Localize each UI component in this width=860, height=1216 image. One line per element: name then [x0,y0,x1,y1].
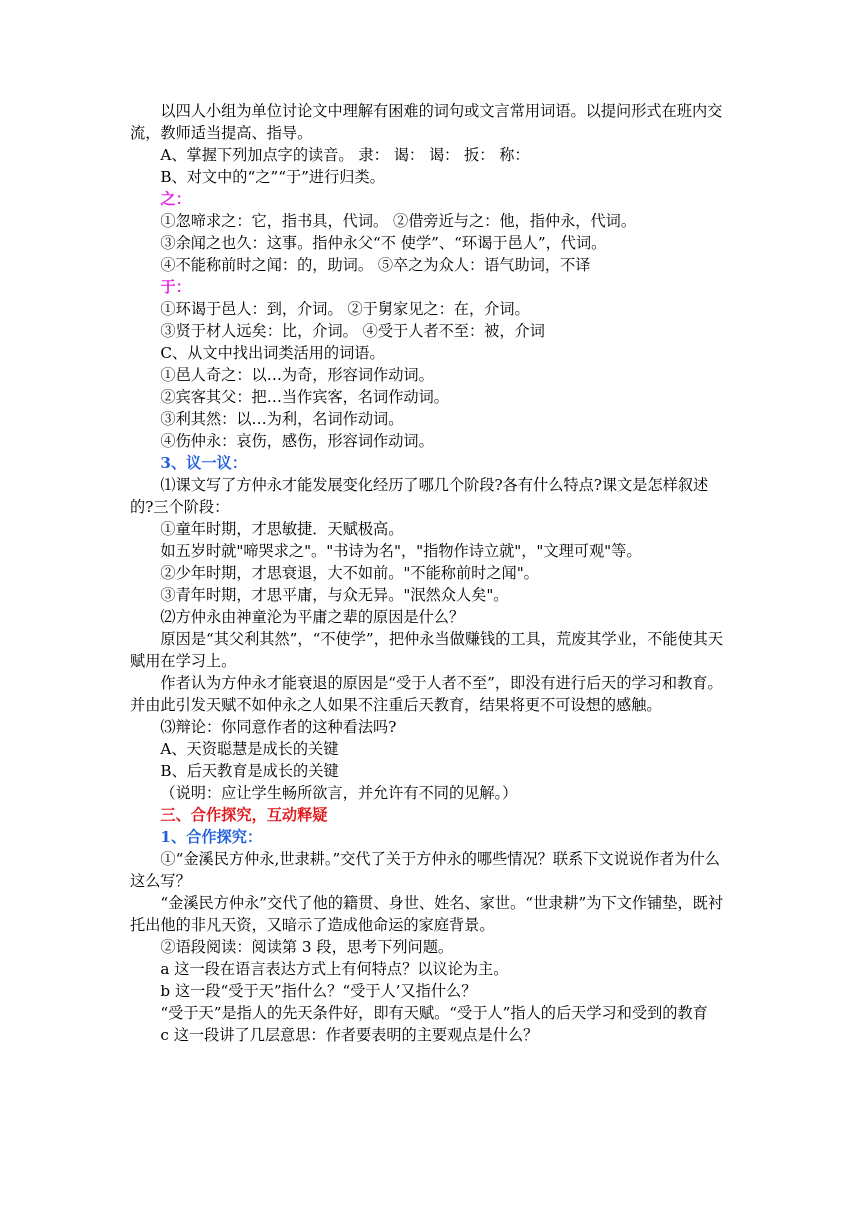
heading-cooperate: 1、合作探究： [160,828,263,846]
stage-2: ②少年时期，才思衰退，大不如前。"不能称前时之闻"。 [160,564,539,582]
debate-option-a: A、天资聪慧是成长的关键 [160,740,339,758]
debate-option-b: B、后天教育是成长的关键 [160,762,339,780]
cooperate-a1: “金溪民方仲永”交代了他的籍贯、身世、姓名、家世。“世隶耕”为下文作铺垫，既衬托出他的非凡天资，又暗示了造成他命运的家庭背景。 [130,894,724,934]
task-c: C、从文中找出词类活用的词语。 [160,344,385,362]
section-three-heading: 三、合作探究，互动释疑 [160,806,328,824]
cooperate-q1: ①“金溪民方仲永,世隶耕。”交代了关于方仲永的哪些情况？联系下文说说作者为什么这么写？ [130,850,720,890]
zhi-line-2: ③余闻之也久：这事。指仲永父“不 使学”、“环谒于邑人”，代词。 [160,234,607,252]
task-a: A、掌握下列加点字的读音。 隶： 谒： 谒： 扳： 称： [160,146,530,164]
debate-question: ⑶辩论：你同意作者的这种看法吗? [160,718,397,736]
discuss-q2: ⑵方仲永由神童沦为平庸之辈的原因是什么？ [160,608,465,626]
reading-q-c: c 这一段讲了几层意思：作者要表明的主要观点是什么？ [160,1026,539,1044]
stage-1-example: 如五岁时就"啼哭求之"。"书诗为名"，"指物作诗立就"，"文理可观"等。 [160,542,642,560]
reading-q-a: a 这一段在语言表达方式上有何特点？以议论为主。 [160,960,509,978]
heading-discuss: 3、议一议： [160,454,247,472]
document-body [130,100,730,1046]
reading-a-b: “受于天”是指人的先天条件好，即有天赋。“受于人”指人的后天学习和受到的教育 [160,1004,708,1022]
reason-paragraph: 原因是“其父利其然”，“不使学”，把仲永当做赚钱的工具，荒废其学业，不能使其天赋用在学习上。 [130,630,724,670]
discuss-q1: ⑴课文写了方仲永才能发展变化经历了哪几个阶段?各有什么特点?课文是怎样叙述的?三个阶段： [130,476,709,516]
reading-q-b: b 这一段“受于天”指什么？“受于人’又指什么？ [160,982,477,1000]
usage-1: ①邑人奇之：以…为奇，形容词作动词。 [160,366,434,384]
zhi-line-1: ①忽啼求之：它，指书具，代词。 ②借旁近与之：他，指仲永，代词。 [160,212,637,230]
usage-2: ②宾客其父：把…当作宾客，名词作动词。 [160,388,449,406]
reading-task: ②语段阅读：阅读第 3 段，思考下列问题。 [160,938,454,956]
stage-1: ①童年时期，才思敏捷．天赋极高。 [160,520,404,538]
author-view-paragraph: 作者认为方仲永才能衰退的原因是“受于人者不至”，即没有进行后天的学习和教育。并由此引发天赋不如仲永之人如果不注重后天教育，结果将更不可设想的感触。 [130,674,723,714]
heading-zhi: 之： [160,190,191,208]
intro-paragraph: 以四人小组为单位讨论文中理解有困难的词句或文言常用词语。以提问形式在班内交流，教师适当提高、指导。 [130,102,723,142]
yu-line-2: ③贤于材人远矣：比，介词。 ④受于人者不至：被，介词 [160,322,545,340]
task-b: B、对文中的“之”“于”进行归类。 [160,168,385,186]
debate-note: （说明：应让学生畅所欲言，并允许有不同的见解。） [160,784,518,802]
stage-3: ③青年时期，才思平庸，与众无异。"泯然众人矣"。 [160,586,509,604]
yu-line-1: ①环谒于邑人：到，介词。 ②于舅家见之：在，介词。 [160,300,530,318]
zhi-line-3: ④不能称前时之闻：的，助词。 ⑤卒之为众人：语气助词，不译 [160,256,591,274]
usage-3: ③利其然：以…为利，名词作动词。 [160,410,404,428]
heading-yu: 于： [160,278,191,296]
usage-4: ④伤仲永：哀伤，感伤，形容词作动词。 [160,432,434,450]
